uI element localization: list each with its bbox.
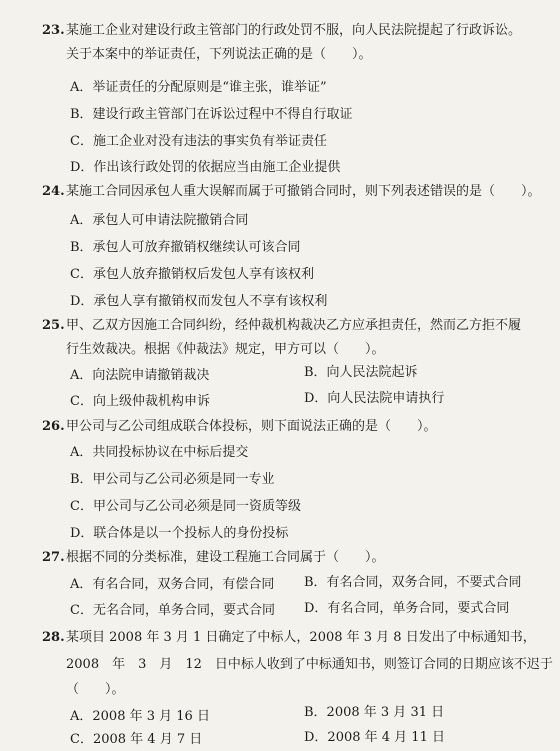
question-number: 24. <box>42 184 65 199</box>
option-b: B．向人民法院起诉 <box>304 365 418 380</box>
option-d: D．向人民法院申请执行 <box>304 391 445 406</box>
option-b: B．有名合同，双务合同，不要式合同 <box>304 575 522 590</box>
option-c: C．2008 年 4 月 7 日 <box>70 732 203 747</box>
option-d: D．有名合同，单务合同，要式合同 <box>304 601 510 616</box>
option-a: A．承包人可申请法院撤销合同 <box>70 213 249 228</box>
question-stem-line: 根据不同的分类标准，建设工程施工合同属于（ ）。 <box>66 550 385 565</box>
question-stem-line: 某施工合同因承包人重大误解而属于可撤销合同时，则下列表述错误的是（ ）。 <box>66 184 541 199</box>
option-d: D．联合体是以一个投标人的身份投标 <box>70 526 289 541</box>
question-stem-line: 甲公司与乙公司组成联合体投标，则下面说法正确的是（ ）。 <box>66 419 437 434</box>
option-a: A．举证责任的分配原则是“谁主张，谁举证” <box>70 80 327 95</box>
question-number: 26. <box>42 419 65 434</box>
question-stem-line: 2008 年 3 月 12 日中标人收到了中标通知书，则签订合同的日期应该不迟于 <box>66 657 553 672</box>
option-c: C．承包人放弃撤销权后发包人享有该权利 <box>70 267 314 282</box>
option-b: B．甲公司与乙公司必须是同一专业 <box>70 472 275 487</box>
option-c: C．向上级仲裁机构申诉 <box>70 394 210 409</box>
option-c: C．施工企业对没有违法的事实负有举证责任 <box>70 134 327 149</box>
option-b: B．建设行政主管部门在诉讼过程中不得自行取证 <box>70 107 353 122</box>
option-c: C．甲公司与乙公司必须是同一资质等级 <box>70 499 301 514</box>
option-d: D．作出该行政处罚的依据应当由施工企业提供 <box>70 160 341 175</box>
option-c: C．无名合同，单务合同，要式合同 <box>70 603 275 618</box>
option-d: D．2008 年 4 月 11 日 <box>304 730 445 745</box>
question-number: 25. <box>42 318 65 333</box>
option-a: A．2008 年 3 月 16 日 <box>70 709 210 724</box>
question-number: 27. <box>42 550 65 565</box>
option-d: D．承包人享有撤销权而发包人不享有该权利 <box>70 294 328 309</box>
option-a: A．有名合同，双务合同，有偿合同 <box>70 577 275 592</box>
question-number: 23. <box>42 23 65 38</box>
question-stem-line: （ ）。 <box>66 682 125 697</box>
question-stem-line: 甲、乙双方因施工合同纠纷，经仲裁机构裁决乙方应承担责任，然而乙方拒不履 <box>66 318 522 333</box>
question-stem-line: 某施工企业对建设行政主管部门的行政处罚不服，向人民法院提起了行政诉讼。 <box>66 23 522 38</box>
question-stem-line: 行生效裁决。根据《仲裁法》规定，甲方可以（ ）。 <box>66 342 385 357</box>
option-b: B．承包人可放弃撤销权继续认可该合同 <box>70 240 301 255</box>
question-stem-line: 某项目 2008 年 3 月 1 日确定了中标人，2008 年 3 月 8 日发出了中标通知书， <box>66 630 536 645</box>
question-number: 28. <box>42 630 65 645</box>
question-stem-line: 关于本案中的举证责任，下列说法正确的是（ ）。 <box>66 47 372 62</box>
option-a: A．向法院申请撤销裁决 <box>70 368 210 383</box>
option-b: B．2008 年 3 月 31 日 <box>304 705 445 720</box>
option-a: A．共同投标协议在中标后提交 <box>70 445 249 460</box>
